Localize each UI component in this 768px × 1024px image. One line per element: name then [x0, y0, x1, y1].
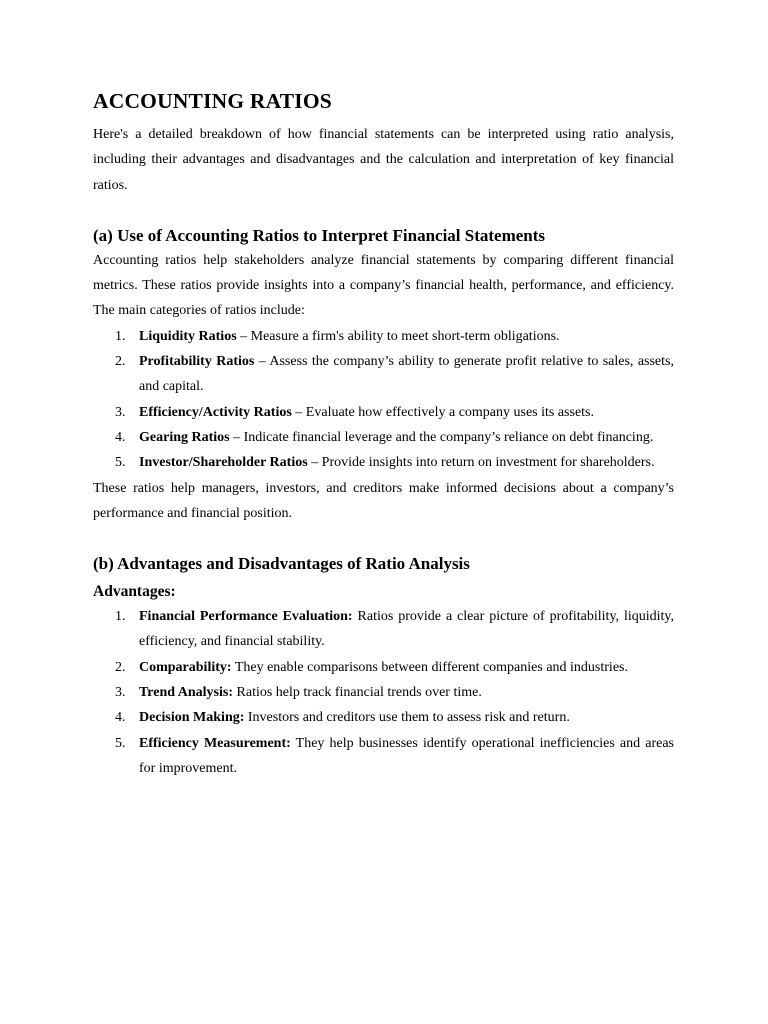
- list-item-term: Liquidity Ratios: [139, 328, 237, 344]
- list-item: 4. Decision Making: Investors and creditors use them to assess risk and return.: [115, 710, 570, 726]
- advantages-list: [93, 604, 674, 781]
- list-item-term: Decision Making:: [139, 710, 245, 726]
- section-a-heading: (a) Use of Accounting Ratios to Interpret Financial Statements: [93, 225, 546, 245]
- document-title: ACCOUNTING RATIOS: [93, 89, 332, 113]
- list-item: 4. Gearing Ratios – Indicate financial leverage and the company’s reliance on debt financing.: [115, 429, 654, 445]
- list-item-text: They help businesses identify operational inefficiencies and areas for improvement.: [139, 735, 674, 776]
- list-item-term: Financial Performance Evaluation:: [139, 609, 353, 625]
- list-item-text: Ratios help track financial trends over time.: [236, 685, 482, 701]
- list-item: 5. Investor/Shareholder Ratios – Provide insights into return on investment for shareholders.: [115, 455, 655, 471]
- list-item: 1. Financial Performance Evaluation: Ratios provide a clear picture of profitability, liquidity, efficiency, and financial stability.: [115, 609, 675, 650]
- list-item-term: Gearing Ratios: [139, 429, 230, 445]
- section-a-outro: These ratios help managers, investors, and creditors make informed decisions about a company’s performance and financial position.: [93, 480, 674, 521]
- list-item: 2. Profitability Ratios – Assess the company’s ability to generate profit relative to sales, assets, and capital.: [115, 354, 674, 395]
- spacer: [93, 198, 674, 224]
- list-item: 5. Efficiency Measurement: They help businesses identify operational inefficiencies and areas for improvement.: [115, 735, 674, 776]
- list-item-term: Trend Analysis:: [139, 685, 234, 701]
- list-item-term: Efficiency Measurement:: [139, 735, 291, 751]
- list-item-text: Ratios provide a clear picture of profitability, liquidity, efficiency, and financial stability.: [139, 609, 675, 650]
- list-item-term: Profitability Ratios: [139, 354, 255, 370]
- list-item-text: Assess the company’s ability to generate profit relative to sales, assets, and capital.: [139, 354, 674, 395]
- list-item-text: Investors and creditors use them to assess risk and return.: [247, 710, 570, 726]
- section-b-heading: (b) Advantages and Disadvantages of Ratio Analysis: [93, 554, 470, 574]
- list-item: 3. Trend Analysis: Ratios help track financial trends over time.: [115, 685, 482, 701]
- list-item-term: Investor/Shareholder Ratios: [139, 455, 308, 471]
- intro-paragraph: Here's a detailed breakdown of how financial statements can be interpreted using ratio analysis, including their advantages and disadvantages and the calculation and interpretation of key financial ratios.: [93, 127, 674, 193]
- list-item-term: Efficiency/Activity Ratios: [139, 404, 292, 420]
- list-item: 3. Efficiency/Activity Ratios – Evaluate how effectively a company uses its assets.: [115, 404, 595, 420]
- list-item-text: Evaluate how effectively a company uses its assets.: [305, 404, 595, 420]
- list-item-text: Provide insights into return on investment for shareholders.: [321, 455, 655, 471]
- spacer: [93, 526, 674, 552]
- section-a-intro: Accounting ratios help stakeholders analyze financial statements by comparing different financial metrics. These ratios provide insights into a company’s financial health, performance, and efficiency. The main categories of ratios include:: [93, 252, 674, 319]
- list-item-term: Comparability:: [139, 659, 232, 675]
- list-item-text: Indicate financial leverage and the company’s reliance on debt financing.: [243, 429, 654, 445]
- list-item: 1. Liquidity Ratios – Measure a firm's ability to meet short-term obligations.: [115, 328, 560, 344]
- list-item-text: Measure a firm's ability to meet short-term obligations.: [250, 328, 560, 344]
- list-item-text: They enable comparisons between different companies and industries.: [234, 659, 628, 675]
- advantages-heading: Advantages:: [93, 583, 176, 601]
- ratio-categories-list: [93, 324, 674, 476]
- list-item: 2. Comparability: They enable comparisons between different companies and industries.: [115, 659, 628, 675]
